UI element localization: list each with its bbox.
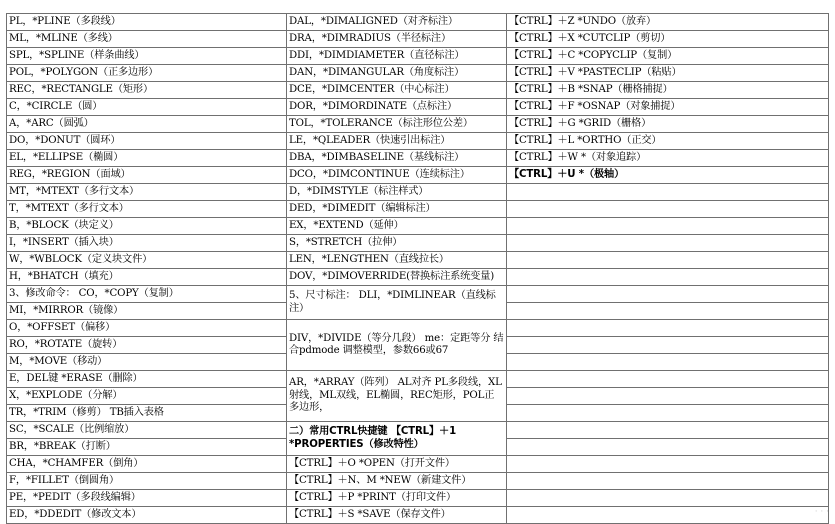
table-row [7,286,829,303]
table-row [7,235,829,252]
empty-cell [507,337,829,354]
col2-cell: DIV，*DIVIDE（等分几段） me：定距等分 结合pdmode 调整模型，参数66或67 [287,320,507,371]
empty-cell [507,405,829,422]
col1-cell: ML，*MLINE（多线） [7,31,287,48]
col1-cell: SC，*SCALE（比例缩放） [7,422,287,439]
col3-cell: 【CTRL】＋U *（极轴） [507,167,829,184]
col1-cell: E，DEL键 *ERASE（删除） [7,371,287,388]
table-row [7,99,829,116]
col1-cell: T，*MTEXT（多行文本） [7,201,287,218]
col1-cell: ED，*DDEDIT（修改文本） [7,507,287,524]
col2-cell: D，*DIMSTYLE（标注样式） [287,184,507,201]
table-row [7,133,829,150]
empty-cell [507,303,829,320]
col2-cell: DAL，*DIMALIGNED（对齐标注） [287,14,507,31]
empty-cell [507,456,829,473]
col1-cell: CHA，*CHAMFER（倒角） [7,456,287,473]
col1-cell: POL，*POLYGON（正多边形） [7,65,287,82]
col1-cell: I，*INSERT（插入块） [7,235,287,252]
cad-shortcut-table [6,13,829,524]
col3-cell: 【CTRL】＋V *PASTECLIP（粘贴） [507,65,829,82]
col1-cell: A，*ARC（圆弧） [7,116,287,133]
table-row [7,184,829,201]
col2-cell: 【CTRL】＋P *PRINT（打印文件） [287,490,507,507]
col2-cell: DDI，*DIMDIAMETER（直径标注） [287,48,507,65]
table-row [7,116,829,133]
col3-cell: 【CTRL】＋F *OSNAP（对象捕捉） [507,99,829,116]
col1-cell: RO，*ROTATE（旋转） [7,337,287,354]
col1-cell: BR，*BREAK（打断） [7,439,287,456]
table-row [7,252,829,269]
table-row [7,490,829,507]
col2-cell: LEN，*LENGTHEN（直线拉长） [287,252,507,269]
col1-cell: 3、修改命令： CO，*COPY（复制） [7,286,287,303]
col2-cell: DAN，*DIMANGULAR（角度标注） [287,65,507,82]
table-row [7,150,829,167]
table-row [7,422,829,439]
col3-cell: 【CTRL】＋G *GRID（栅格） [507,116,829,133]
col1-cell: REC，*RECTANGLE（矩形） [7,82,287,99]
col1-cell: MI，*MIRROR（镜像） [7,303,287,320]
col2-cell: 【CTRL】＋S *SAVE（保存文件） [287,507,507,524]
col2-cell: 【CTRL】＋O *OPEN（打开文件） [287,456,507,473]
col1-cell: M，*MOVE（移动） [7,354,287,371]
table-row [7,507,829,524]
col2-cell: DBA，*DIMBASELINE（基线标注） [287,150,507,167]
col1-cell: EL，*ELLIPSE（椭圆） [7,150,287,167]
col2-cell: TOL，*TOLERANCE（标注形位公差） [287,116,507,133]
col3-cell: 【CTRL】＋L *ORTHO（正交） [507,133,829,150]
col2-cell: S，*STRETCH（拉伸） [287,235,507,252]
table-row [7,31,829,48]
table-row [7,320,829,337]
col2-cell: DCE，*DIMCENTER（中心标注） [287,82,507,99]
table-row [7,167,829,184]
empty-cell [507,218,829,235]
empty-cell [507,422,829,439]
empty-cell [507,371,829,388]
col1-cell: F，*FILLET（倒圆角） [7,473,287,490]
table-row [7,65,829,82]
table-row [7,371,829,388]
empty-cell [507,235,829,252]
col1-cell: W，*WBLOCK（定义块文件） [7,252,287,269]
empty-cell [507,286,829,303]
col1-cell: B，*BLOCK（块定义） [7,218,287,235]
col2-cell: DCO，*DIMCONTINUE（连续标注） [287,167,507,184]
col1-cell: REG，*REGION（面域） [7,167,287,184]
col2-cell: DOV，*DIMOVERRIDE(替换标注系统变量) [287,269,507,286]
empty-cell [507,507,829,524]
empty-cell [507,354,829,371]
col1-cell: MT，*MTEXT（多行文本） [7,184,287,201]
col1-cell: PL，*PLINE（多段线） [7,14,287,31]
empty-cell [507,388,829,405]
col2-cell: 5、尺寸标注： DLI，*DIMLINEAR（直线标注） [287,286,507,320]
col3-cell: 【CTRL】＋C *COPYCLIP（复制） [507,48,829,65]
col1-cell: O，*OFFSET（偏移） [7,320,287,337]
table-row [7,48,829,65]
col1-cell: PE，*PEDIT（多段线编辑） [7,490,287,507]
col2-cell: DRA，*DIMRADIUS（半径标注） [287,31,507,48]
empty-cell [507,473,829,490]
table-row [7,82,829,99]
col2-cell: EX，*EXTEND（延伸） [287,218,507,235]
col3-cell: 【CTRL】＋Z *UNDO（放弃） [507,14,829,31]
col2-cell: LE，*QLEADER（快速引出标注） [287,133,507,150]
col1-cell: SPL，*SPLINE（样条曲线） [7,48,287,65]
table-row [7,269,829,286]
col2-cell: DOR，*DIMORDINATE（点标注） [287,99,507,116]
empty-cell [507,252,829,269]
empty-cell [507,184,829,201]
col3-cell: 【CTRL】＋W *（对象追踪） [507,150,829,167]
empty-cell [507,439,829,456]
col1-cell: X，*EXPLODE（分解） [7,388,287,405]
col2-cell: 【CTRL】＋N、M *NEW（新建文件） [287,473,507,490]
col1-cell: DO，*DONUT（圆环） [7,133,287,150]
col3-cell: 【CTRL】＋B *SNAP（栅格捕捉） [507,82,829,99]
col1-cell: TR，*TRIM（修剪） TB插入表格 [7,405,287,422]
table-row [7,456,829,473]
empty-cell [507,269,829,286]
col1-cell: H，*BHATCH（填充） [7,269,287,286]
empty-cell [507,320,829,337]
col2-cell: 二）常用CTRL快捷键 【CTRL】＋1 *PROPERTIES（修改特性） [287,422,507,456]
col2-cell: AR，*ARRAY（阵列） AL对齐 PL多段线，XL射线，ML双线，EL椭圆，REC矩形，POL正多边形， [287,371,507,422]
col2-cell: DED，*DIMEDIT（编辑标注） [287,201,507,218]
table-row [7,201,829,218]
watermark: · · · [814,507,829,517]
table-row [7,14,829,31]
table-body [7,14,829,524]
empty-cell [507,201,829,218]
table-row [7,473,829,490]
table-row [7,218,829,235]
col3-cell: 【CTRL】＋X *CUTCLIP（剪切） [507,31,829,48]
col1-cell: C，*CIRCLE（圆） [7,99,287,116]
empty-cell [507,490,829,507]
